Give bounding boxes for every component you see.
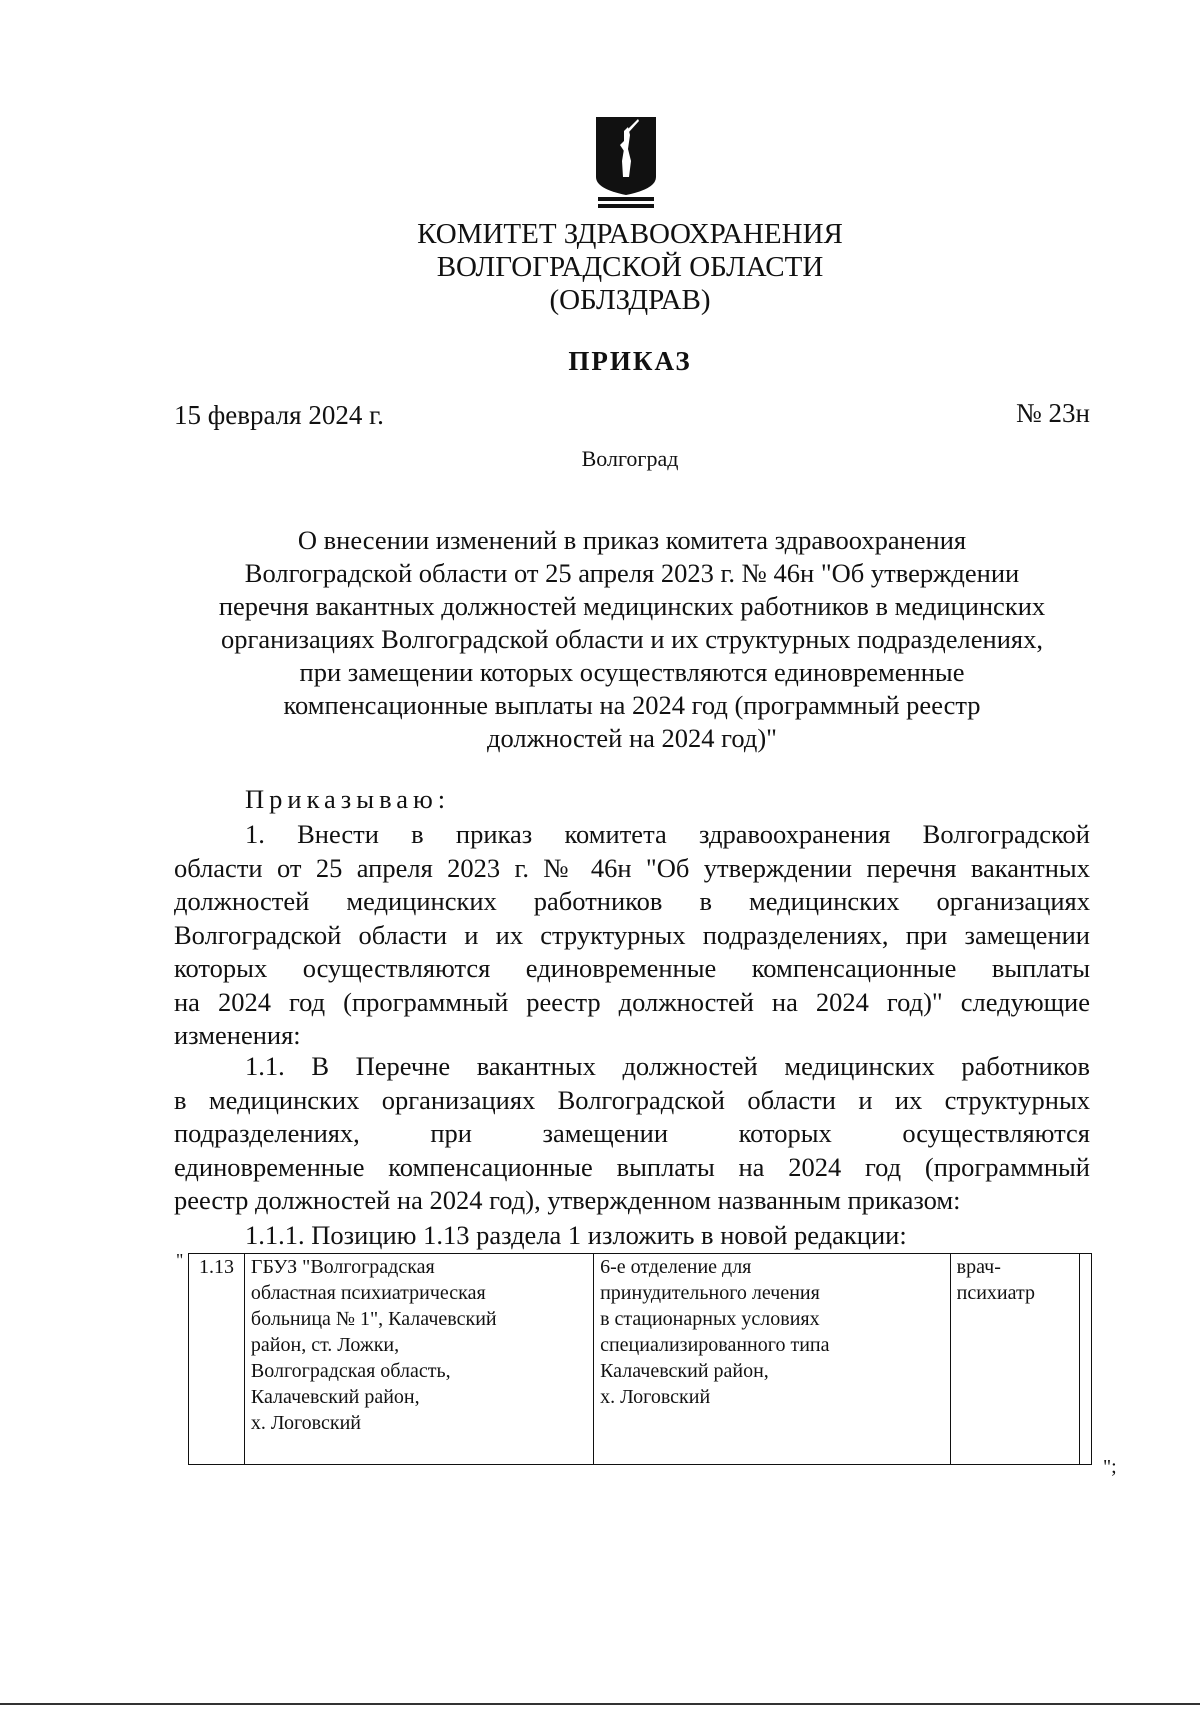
paragraph-line: изменения: [174,1020,301,1050]
sub-item-1-1-1: 1.1.1. Позицию 1.13 раздела 1 изложить в новой редакции: [245,1220,907,1250]
cell-line: принудительного лечения [600,1282,820,1304]
paragraph-line: которых осуществляются единовременные компенсационные выплаты [174,953,1090,983]
org-line-1: КОМИТЕТ ЗДРАВООХРАНЕНИЯ [417,218,843,250]
cell-extra [1080,1254,1092,1465]
cell-position-title [950,1254,1080,1465]
paragraph-line: 1. Внести в приказ комитета здравоохранения Волгоградской [245,819,1090,849]
document-city: Волгоград [581,446,679,471]
scan-edge-line [0,1703,1200,1705]
paragraph-line: единовременные компенсационные выплаты на 2024 год (программный [174,1151,1090,1182]
cell-line: х. Логовский [600,1386,711,1408]
cell-line: х. Логовский [250,1412,362,1434]
paragraph-2 [174,1050,1090,1218]
cell-organization [244,1254,593,1465]
org-line-2: ВОЛГОГРАДСКОЙ ОБЛАСТИ [436,251,824,283]
paragraph-line: должностей медицинских работников в медицинских организациях [174,886,1090,916]
cell-line: район, ст. Ложки, [250,1334,400,1356]
cell-line: в стационарных условиях [600,1308,820,1330]
cell-line: психиатр [956,1282,1035,1304]
document-number: № 23н [1016,398,1090,428]
org-line-3: (ОБЛЗДРАВ) [549,284,711,316]
paragraph-line: на 2024 год (программный реестр должностей на 2024 год)" следующие [174,986,1090,1017]
cell-line: Калачевский район, [600,1360,769,1382]
paragraph-line: подразделениях, при замещении которых осуществляются [174,1118,1090,1148]
cell-line: специализированного типа [600,1334,830,1356]
organization-name [0,218,1200,317]
cell-line: 6-е отделение для [600,1256,752,1278]
position-table [188,1253,1092,1465]
title-line: О внесении изменений в приказ комитета здравоохранения [297,525,967,555]
document-type: ПРИКАЗ [568,346,692,376]
order-word: Приказываю: [245,784,451,814]
cell-line: ГБУЗ "Волгоградская [250,1256,435,1278]
document-title [174,524,1090,755]
paragraph-line: области от 25 апреля 2023 г. № 46н "Об утверждении перечня вакантных [174,852,1090,883]
paragraph-line: 1.1. В Перечне вакантных должностей медицинских работников [245,1051,1090,1081]
title-line: должностей на 2024 год)" [487,723,777,753]
title-line: компенсационные выплаты на 2024 год (программный реестр [283,690,981,720]
table-close-quote: "; [1103,1456,1117,1478]
title-line: при замещении которых осуществляются единовременные [299,657,965,687]
table-open-quote: " [176,1250,184,1270]
title-line: Волгоградской области от 25 апреля 2023 г. № 46н "Об утверждении [244,558,1020,588]
document-date: 15 февраля 2024 г. [174,400,384,430]
cell-line: врач- [956,1256,1001,1278]
paragraph-line: реестр должностей на 2024 год), утвержденном названным приказом: [174,1185,961,1215]
paragraph-line: в медицинских организациях Волгоградской области и их структурных [174,1084,1090,1115]
cell-line: больница № 1", Калачевский [250,1308,497,1330]
title-line: перечня вакантных должностей медицинских работников в медицинских [218,591,1046,621]
paragraph-line: Волгоградской области и их структурных подразделениях, при замещении [174,919,1090,950]
cell-line: областная психиатрическая [250,1282,486,1304]
cell-line: Калачевский район, [250,1386,420,1408]
title-line: организациях Волгоградской области и их структурных подразделениях, [221,624,1043,654]
table-row [189,1254,1092,1465]
cell-department [594,1254,951,1465]
paragraph-1 [174,818,1090,1053]
cell-position-number: 1.13 [189,1254,245,1465]
cell-line: Волгоградская область, [250,1360,451,1382]
coat-of-arms-emblem [594,115,658,211]
